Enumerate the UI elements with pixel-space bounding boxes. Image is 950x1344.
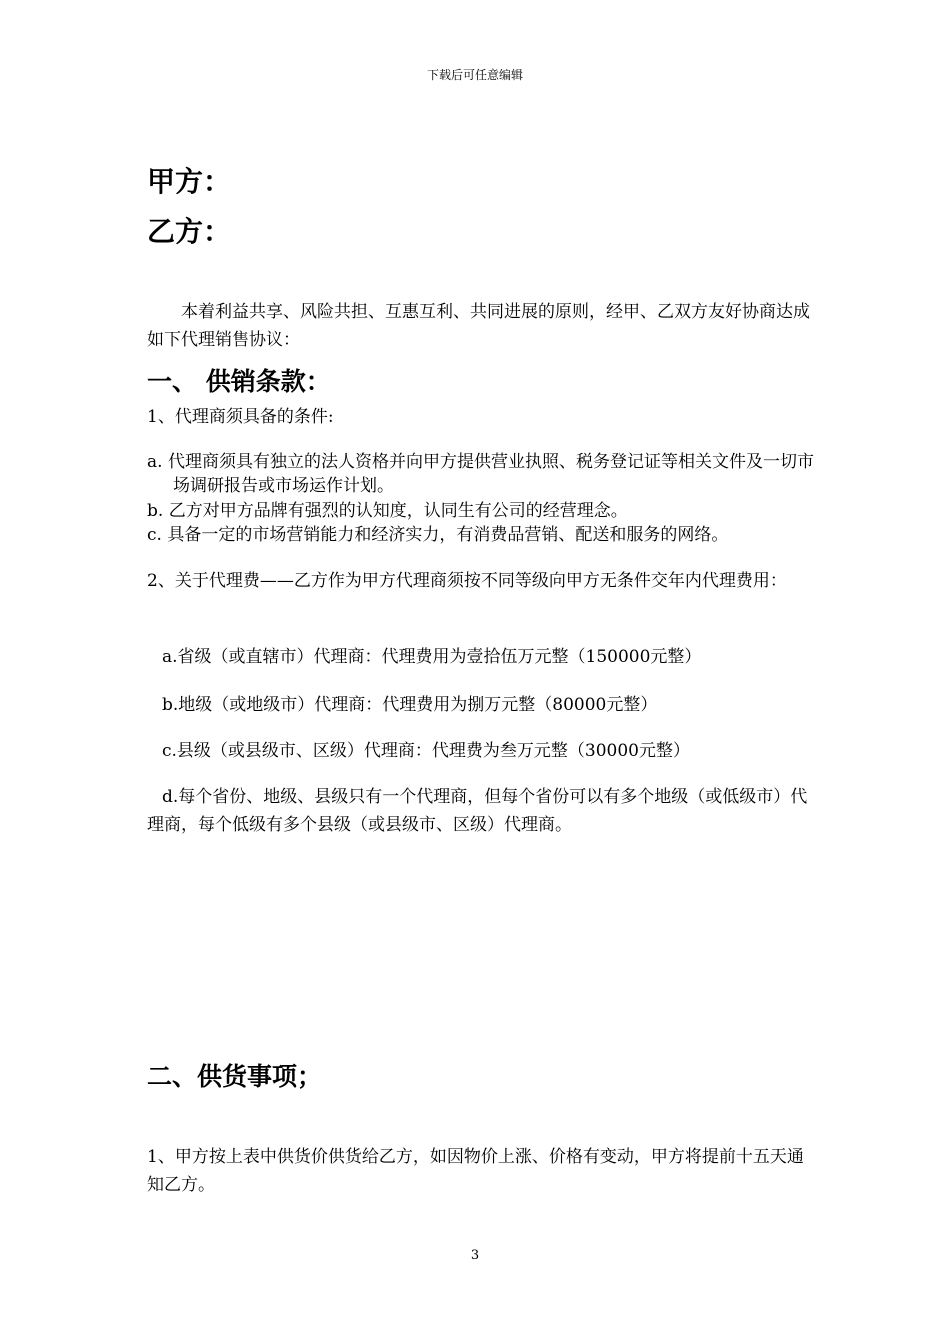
fee-c: c.县级（或县级市、区级）代理商：代理费为叁万元整（30000元整） (162, 741, 691, 761)
fee-d-paragraph: d.每个省份、地级、县级只有一个代理商，但每个省份可以有多个地级（或低级市）代理商，每个低级有多个县级（或县级市、区级）代理商。 (147, 787, 808, 835)
page-header: 下载后可任意编辑 (426, 68, 523, 82)
condition-a: a. 代理商须具有独立的法人资格并向甲方提供营业执照、税务登记证等相关文件及一切市场调研报告或市场运作计划。 (147, 452, 814, 496)
section1-title: 一、 供销条款： (147, 367, 331, 396)
party-a-label: 甲方： (147, 165, 232, 198)
fee-a: a.省级（或直辖市）代理商：代理费用为壹拾伍万元整（150000元整） (162, 647, 702, 667)
fee-b: b.地级（或地级市）代理商：代理费用为捌万元整（80000元整） (162, 695, 658, 715)
condition-c: c. 具备一定的市场营销能力和经济实力，有消费品营销、配送和服务的网络。 (147, 525, 729, 545)
clause1-title: 1、代理商须具备的条件: (147, 407, 334, 427)
section2-title: 二、供货事项； (147, 1062, 323, 1091)
section2-clause1: 1、甲方按上表中供货价供货给乙方，如因物价上涨、价格有变动，甲方将提前十五天通知乙方。 (147, 1147, 804, 1195)
condition-b: b. 乙方对甲方品牌有强烈的认知度，认同生有公司的经营理念。 (147, 501, 628, 521)
intro-paragraph: 本着利益共享、风险共担、互惠互利、共同进展的原则，经甲、乙双方友好协商达成如下代理销售协议： (147, 302, 810, 350)
clause2-paragraph: 2、关于代理费——乙方作为甲方代理商须按不同等级向甲方无条件交年内代理费用： (147, 571, 787, 591)
party-b-label: 乙方： (147, 215, 232, 248)
page-number: 3 (470, 1248, 480, 1263)
